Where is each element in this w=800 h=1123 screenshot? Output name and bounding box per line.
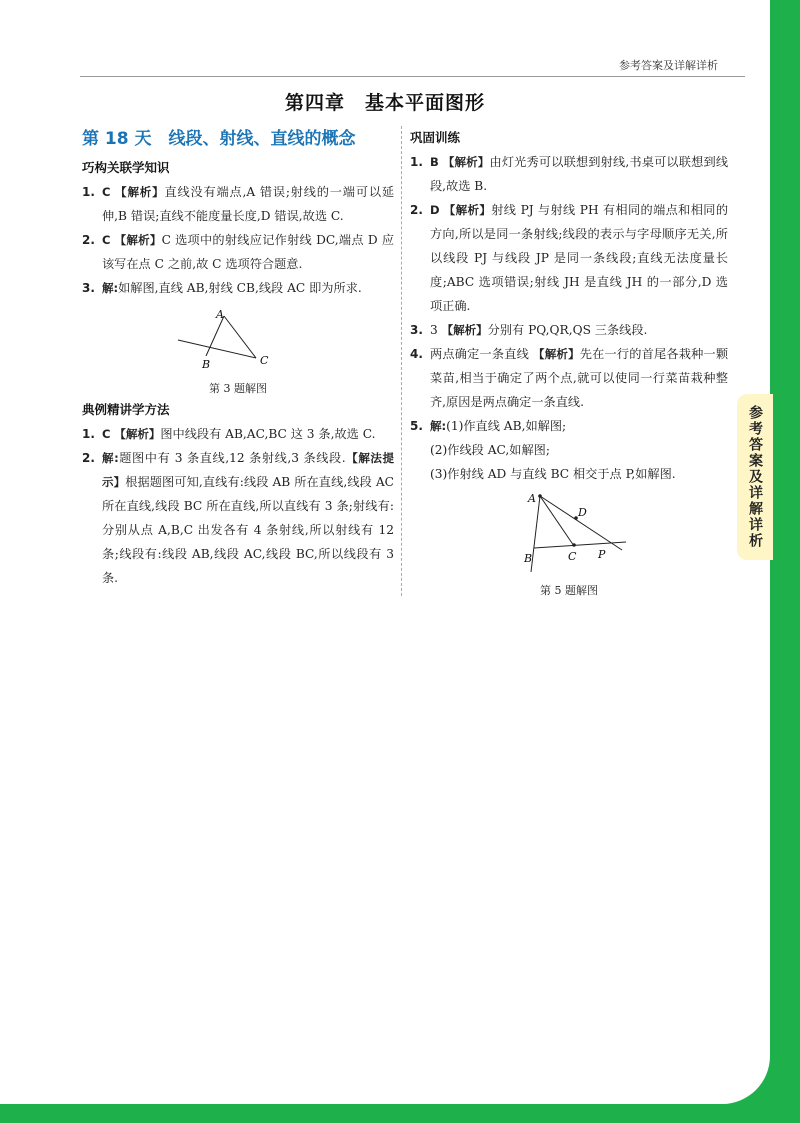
list-item	[410, 414, 728, 438]
sub-step: (2)作线段 AC,如解图;	[430, 443, 550, 457]
right-column	[410, 126, 728, 600]
label-p: P	[598, 548, 606, 561]
section-title-1: 巧构关联学知识	[82, 160, 170, 175]
item-number: 3.	[410, 323, 423, 337]
side-tab	[737, 394, 773, 560]
list-item	[410, 198, 728, 318]
label-b: B	[524, 552, 533, 565]
item-text: 直线没有端点,A 错误;射线的一端可以延伸,B 错误;直线不能度量长度,D 错误,故选 C.	[102, 185, 395, 223]
figure-3	[82, 302, 394, 398]
item-number: 1.	[410, 155, 423, 169]
line-bc	[534, 542, 626, 548]
left-column	[82, 126, 394, 590]
analysis-tag: 【解析】	[443, 203, 492, 217]
section-title-3: 巩固训练	[410, 130, 461, 145]
point-a	[538, 494, 542, 498]
list-item	[82, 228, 394, 276]
item-number: 4.	[410, 347, 423, 361]
analysis-tag: 【解析】	[441, 323, 488, 337]
point-c	[572, 543, 576, 547]
answer: C	[102, 233, 111, 247]
item-number: 2.	[410, 203, 423, 217]
answer: C	[102, 427, 111, 441]
label-a: A	[528, 492, 536, 505]
item-text: C 选项中的射线应记作射线 DC,端点 D 应该写在点 C 之前,故 C 选项符合题意.	[102, 233, 395, 271]
analysis-tag: 【解析】	[442, 155, 490, 169]
list-item	[410, 150, 728, 198]
item-number: 3.	[82, 281, 95, 295]
figure-5-diagram	[504, 488, 634, 574]
solution-label: 解:	[102, 281, 119, 295]
ray-ad	[540, 496, 622, 550]
item-text: 射线 PJ 与射线 PH 有相同的端点和相同的方向,所以是同一条射线;线段的表示与字母顺序无关,所以线段 PJ 与线段 JP 是同一条线段;直线无法度量长度;ABC 选项错误;射线 JH 是直线 JH 的一部分,D 选项正确.	[430, 203, 729, 313]
list-item	[410, 318, 728, 342]
analysis-tag: 【解析】	[115, 185, 165, 199]
item-text: 图中线段有 AB,AC,BC 这 3 条,故选 C.	[160, 427, 376, 441]
item-number: 1.	[82, 427, 95, 441]
label-d: D	[578, 506, 587, 519]
analysis-tag: 【解析】	[533, 347, 580, 361]
analysis-tag: 【解析】	[114, 427, 161, 441]
segment-ac	[540, 496, 574, 546]
item-text: 由灯光秀可以联想到射线,书桌可以联想到线段,故选 B.	[430, 155, 729, 193]
list-item	[82, 276, 394, 300]
label-c: C	[260, 354, 269, 367]
day-title: 第 18 天 线段、射线、直线的概念	[82, 129, 356, 149]
item-text: 如解图,直线 AB,射线 CB,线段 AC 即为所求.	[118, 281, 362, 295]
answer: 两点确定一条直线	[430, 347, 529, 361]
sub-step: (3)作射线 AD 与直线 BC 相交于点 P,如解图.	[430, 467, 676, 481]
item-text: 题图中有 3 条直线,12 条射线,3 条线段.	[118, 451, 346, 465]
figure-3-diagram	[168, 302, 308, 372]
item-text: (1)作直线 AB,如解图;	[446, 419, 567, 433]
solution-label: 解:	[102, 451, 119, 465]
side-tab-label: 参考答案及详解详析	[747, 405, 763, 549]
item-number: 2.	[82, 233, 95, 247]
line-ab	[531, 496, 540, 572]
analysis-tag: 【解析】	[114, 233, 162, 247]
label-c: C	[568, 550, 577, 563]
solution-label: 解:	[430, 419, 447, 433]
chapter-title: 第四章 基本平面图形	[284, 92, 485, 114]
hint-tag: 【解法提示】	[102, 451, 395, 489]
figure-3-caption: 第 3 题解图	[209, 382, 267, 395]
answer: C	[102, 185, 111, 199]
item-number: 2.	[82, 451, 95, 465]
item-number: 5.	[410, 419, 423, 433]
list-item	[82, 180, 394, 228]
item-text: 先在一行的首尾各栽种一颗菜苗,相当于确定了两个点,就可以使同一行菜苗栽种整齐,原因是两点确定一条直线.	[430, 347, 729, 409]
section-title-2: 典例精讲学方法	[82, 402, 170, 417]
item-number: 1.	[82, 185, 95, 199]
list-item	[82, 446, 394, 590]
figure-5-caption: 第 5 题解图	[540, 584, 598, 597]
label-a: A	[216, 308, 224, 321]
answer: D	[430, 203, 440, 217]
header-text: 参考答案及详解详析	[619, 59, 718, 72]
label-b: B	[202, 358, 211, 371]
item-text: 分别有 PQ,QR,QS 三条线段.	[487, 323, 648, 337]
list-item	[82, 422, 394, 446]
header-rule	[80, 76, 745, 77]
answer: B	[430, 155, 439, 169]
item-text: 根据题图可知,直线有:线段 AB 所在直线,线段 AC 所在直线,线段 BC 所在直线,所以直线有 3 条;射线有:分别从点 A,B,C 出发各有 4 条射线,所以射线有 12 条;线段有:线段 AB,线段 AC,线段 BC,所以线段有 3 条.	[102, 475, 394, 585]
answer: 3	[430, 323, 438, 337]
figure-5	[410, 488, 728, 600]
list-item	[410, 342, 728, 414]
column-divider	[401, 126, 402, 596]
